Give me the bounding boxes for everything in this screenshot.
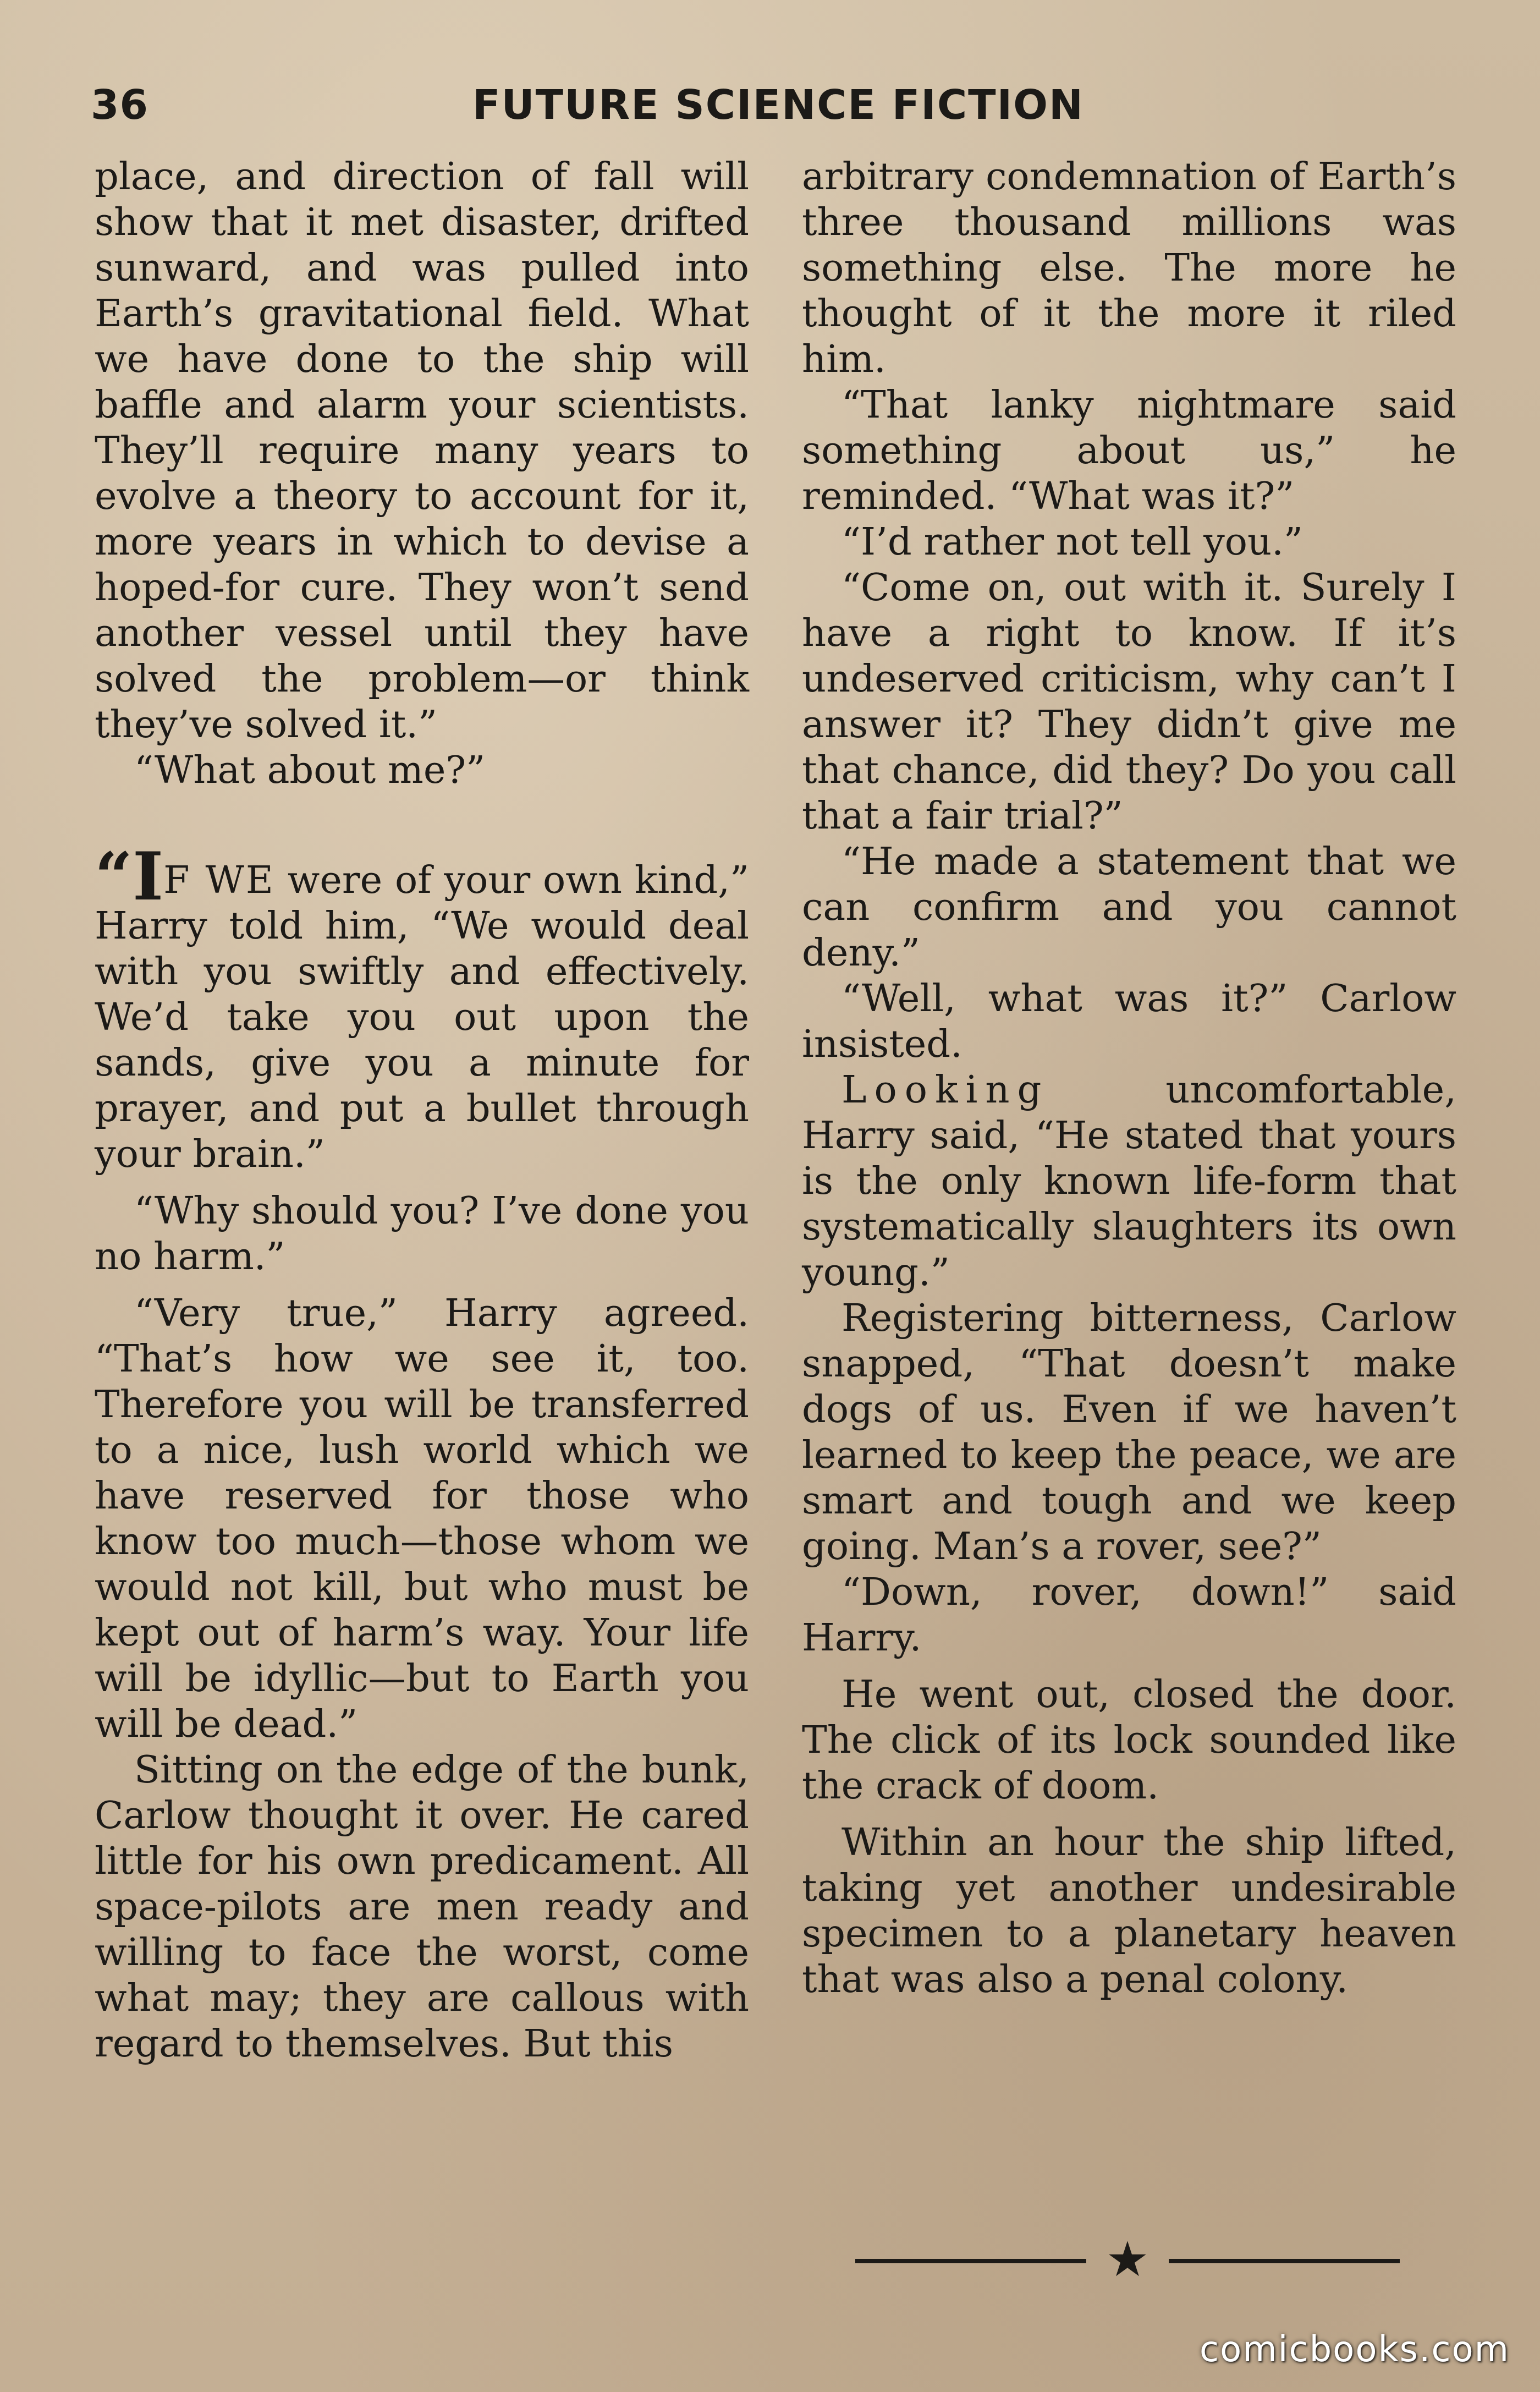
right-column — [802, 154, 1456, 2003]
left-column — [95, 154, 749, 2067]
paragraph: “That lanky nightmare said something about us,” he reminded. “What was it?” — [802, 383, 1456, 518]
running-head: FUTURE SCIENCE FICTION — [472, 81, 1084, 129]
ornament-rule-right — [1169, 2259, 1400, 2263]
page-number: 36 — [91, 81, 148, 129]
paragraph-text: uncomfortable, Harry said, “He stated that yours is the only known life-form that systematically slaughters its own young.” — [802, 1068, 1456, 1294]
paragraph: arbitrary condemnation of Earth’s three thousand millions was something else. The more he thought of it the more it riled him. — [802, 155, 1456, 381]
paragraph: “What about me?” — [134, 748, 486, 792]
spaced-word: Looking — [842, 1068, 1049, 1112]
paragraph: “He made a statement that we can confirm and you cannot deny.” — [802, 840, 1456, 975]
paragraph: “Very true,” Harry agreed. “That’s how we see it, too. Therefore you will be transferred to a nice, lush world which we have reserved for those who know too much—those whom we would not kill, but who must be kept out of harm’s way. Your life will be idyllic—but to Earth you will be dead.” — [95, 1291, 749, 1746]
paragraph: “Well, what was it?” Carlow insisted. — [802, 976, 1456, 1066]
paragraph: Within an hour the ship lifted, taking yet another undesirable specimen to a planetary heaven that was also a penal colony. — [802, 1820, 1456, 2001]
page-header — [91, 81, 1466, 142]
story-end-ornament — [855, 2231, 1400, 2287]
ornament-rule-left — [855, 2259, 1086, 2263]
paragraph: “Why should you? I’ve done you no harm.” — [95, 1189, 749, 1279]
drop-cap: “I — [95, 838, 164, 915]
star-icon: ★ — [1106, 2231, 1150, 2287]
small-caps-lead-in: F WE — [163, 858, 275, 902]
paragraph: “Down, rover, down!” said Harry. — [802, 1570, 1456, 1660]
paragraph: Sitting on the edge of the bunk, Carlow thought it over. He cared little for his own predicament. All space-pilots are men ready and willing to face the worst, come what may; they are callous with regard to themselves. But this — [95, 1748, 749, 2066]
paragraph: place, and direction of fall will show that it met disaster, drifted sunward, and was pulled into Earth’s gravitational field. What we have done to the ship will baffle and alarm your scientists. They’ll require many years to evolve a theory to account for it, more years in which to devise a hoped-for cure. They won’t send another vessel until they have solved the problem—or think they’ve solved it.” — [95, 155, 749, 747]
paragraph — [802, 1067, 1456, 1296]
paragraph: He went out, closed the door. The click of its lock sounded like the crack of doom. — [802, 1672, 1456, 1808]
watermark: comicbooks.com — [1199, 2329, 1510, 2370]
paragraph: “Come on, out with it. Surely I have a right to know. If it’s undeserved criticism, why can’t I answer it? They didn’t give me that chance, did they? Do you call that a fair trial?” — [802, 566, 1456, 838]
paragraph-text: were of your own kind,” Harry told him, “We would deal with you swiftly and effectively. We’d take you out upon the sands, give you a minute for prayer, and put a bullet through your brain.” — [95, 858, 750, 1176]
paragraph: “I’d rather not tell you.” — [842, 520, 1303, 564]
section-opening-paragraph — [95, 838, 750, 1177]
paragraph: Registering bitterness, Carlow snapped, “That doesn’t make dogs of us. Even if we haven’t learned to keep the peace, we are smart and tough and we keep going. Man’s a rover, see?” — [802, 1296, 1456, 1568]
